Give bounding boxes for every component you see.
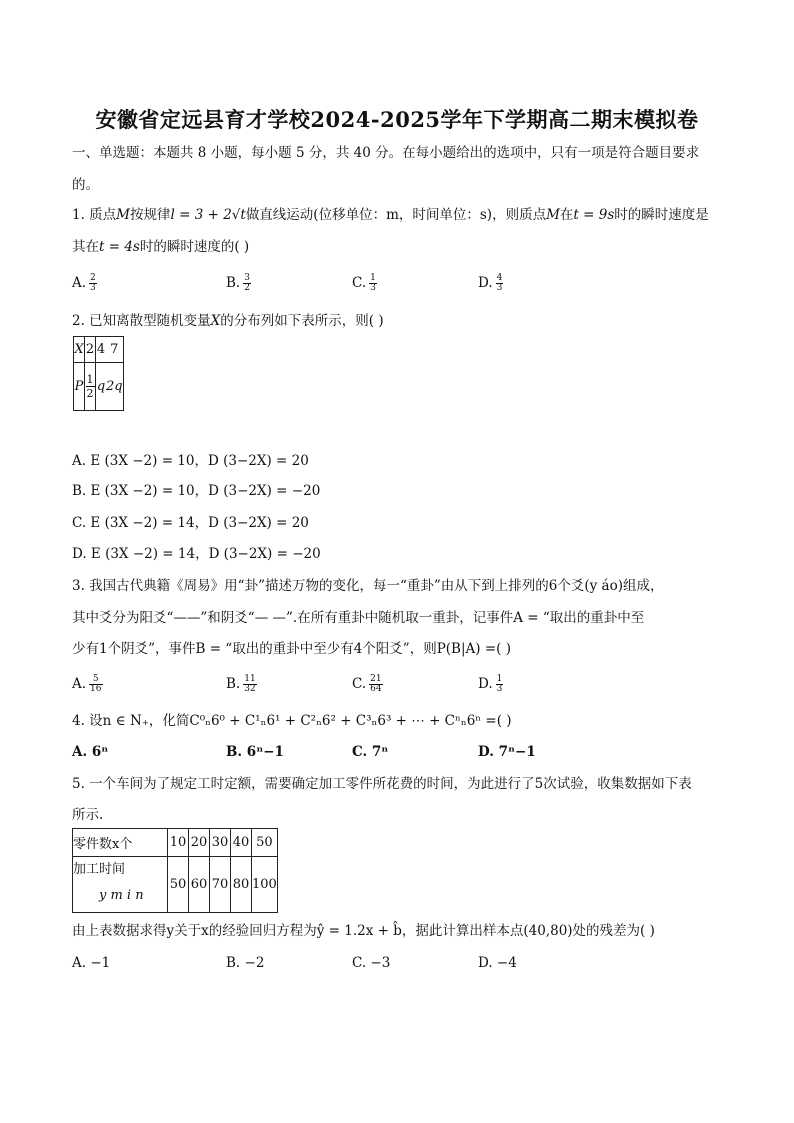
option-label: D. bbox=[478, 275, 493, 291]
q2-line1 bbox=[72, 312, 384, 330]
fraction: $\frac{11}{32}$ bbox=[244, 674, 256, 694]
q2-text: 的分布列如下表所示，则( ) bbox=[220, 313, 384, 329]
table-cell bbox=[73, 857, 168, 913]
q4-option-d[interactable]: D. 7ⁿ−1 bbox=[478, 744, 536, 760]
q5-line1: 5. 一个车间为了规定工时定额，需要确定加工零件所花费的时间，为此进行了5次试验，收集数据如下表 bbox=[72, 776, 692, 792]
option-label: A. bbox=[72, 275, 87, 291]
q1-text: 时的瞬时速度是 bbox=[614, 207, 709, 223]
q3-line3: 少有1个阴爻”，事件B = “取出的重卦中至少有4个阳爻”，则P(B|A) =( ) bbox=[72, 641, 511, 657]
table-cell: 零件数x个 bbox=[73, 829, 168, 857]
q1-option-d[interactable] bbox=[478, 274, 503, 293]
table-cell: 4 bbox=[96, 337, 107, 363]
table-cell: 80 bbox=[231, 857, 252, 913]
fraction: $\frac{1}{2}$ bbox=[86, 373, 94, 400]
q1-text: 其在 bbox=[72, 239, 99, 255]
q1-option-c[interactable] bbox=[352, 274, 377, 293]
table-cell: 10 bbox=[168, 829, 189, 857]
table-cell: X bbox=[74, 337, 85, 363]
q5-line2: 所示. bbox=[72, 807, 104, 823]
table-cell: 70 bbox=[210, 857, 231, 913]
row-label-unit: y m i n bbox=[99, 888, 144, 903]
q5-option-d[interactable]: D. −4 bbox=[478, 955, 517, 971]
table-cell: 2q bbox=[106, 363, 123, 411]
q1-option-b[interactable] bbox=[226, 274, 251, 293]
q3-option-b[interactable] bbox=[226, 675, 257, 694]
fraction: $\frac{1}{3}$ bbox=[370, 273, 376, 293]
q1-text: 时的瞬时速度的( ) bbox=[139, 239, 250, 255]
option-label: B. bbox=[226, 275, 241, 291]
fraction: $\frac{1}{3}$ bbox=[496, 674, 503, 694]
section-heading: 一、单选题：本题共 8 小题，每小题 5 分，共 40 分。在每小题给出的选项中，只有一项是符合题目要求 bbox=[72, 145, 700, 161]
q1-var: M bbox=[546, 207, 560, 223]
q1-time: t = 4s bbox=[99, 239, 140, 255]
table-cell: 2 bbox=[85, 337, 96, 363]
option-label: D. bbox=[478, 676, 493, 692]
q3-line2: 其中爻分为阳爻“——”和阴爻“— —”.在所有重卦中随机取一重卦，记事件A = “取出的重卦中至 bbox=[72, 610, 645, 626]
q5-data-table bbox=[72, 828, 278, 913]
section-heading-cont: 的。 bbox=[72, 177, 99, 193]
fraction: $\frac{2}{3}$ bbox=[90, 273, 96, 293]
q5-option-b[interactable]: B. −2 bbox=[226, 955, 265, 971]
page-title: 安徽省定远县育才学校2024-2025学年下学期高二期末模拟卷 bbox=[95, 107, 699, 132]
q5-option-a[interactable]: A. −1 bbox=[72, 955, 111, 971]
q4-line1: 4. 设n ∈ N₊，化简C⁰ₙ6⁰ + C¹ₙ6¹ + C²ₙ6² + C³ₙ6³ + ⋯ + Cⁿₙ6ⁿ =( ) bbox=[72, 713, 512, 729]
q4-option-a[interactable]: A. 6ⁿ bbox=[72, 744, 109, 760]
table-cell: 30 bbox=[210, 829, 231, 857]
q1-formula: l = 3 + 2√t bbox=[170, 207, 246, 223]
fraction: $\frac{3}{2}$ bbox=[244, 273, 250, 293]
q1-text: 在 bbox=[559, 207, 574, 223]
q3-option-c[interactable] bbox=[352, 675, 383, 694]
fraction: $\frac{4}{3}$ bbox=[496, 273, 503, 293]
q2-option-a[interactable]: A. E (3X −2) = 10，D (3−2X) = 20 bbox=[72, 453, 309, 469]
q5-line3: 由上表数据求得y关于x的经验回归方程为ŷ = 1.2x + b̂，据此计算出样本点(40,80)处的残差为( ) bbox=[72, 923, 655, 939]
option-label: C. bbox=[352, 275, 367, 291]
q1-line1 bbox=[72, 206, 709, 224]
table-cell: 60 bbox=[189, 857, 210, 913]
q4-option-b[interactable]: B. 6ⁿ−1 bbox=[226, 744, 284, 760]
q3-option-d[interactable] bbox=[478, 675, 503, 694]
q5-option-c[interactable]: C. −3 bbox=[352, 955, 391, 971]
table-cell: 7 bbox=[106, 337, 123, 363]
q2-distribution-table bbox=[73, 336, 124, 411]
q1-var: M bbox=[116, 207, 130, 223]
table-cell: 100 bbox=[252, 857, 278, 913]
table-cell: 50 bbox=[168, 857, 189, 913]
option-label: B. bbox=[226, 676, 241, 692]
table-cell: 40 bbox=[231, 829, 252, 857]
q1-text: 做直线运动(位移单位：m，时间单位：s)，则质点 bbox=[245, 207, 547, 223]
table-cell: 50 bbox=[252, 829, 278, 857]
q1-line2 bbox=[72, 238, 249, 256]
q2-option-d[interactable]: D. E (3X −2) = 14，D (3−2X) = −20 bbox=[72, 546, 321, 562]
table-cell: q bbox=[96, 363, 107, 411]
q2-var: X bbox=[210, 313, 221, 329]
q1-time: t = 9s bbox=[573, 207, 615, 223]
q2-option-b[interactable]: B. E (3X −2) = 10，D (3−2X) = −20 bbox=[72, 483, 321, 499]
q2-option-c[interactable]: C. E (3X −2) = 14，D (3−2X) = 20 bbox=[72, 515, 309, 531]
option-label: A. bbox=[72, 676, 87, 692]
table-cell: P bbox=[74, 363, 85, 411]
fraction: $\frac{5}{16}$ bbox=[90, 674, 102, 694]
q1-option-a[interactable] bbox=[72, 274, 97, 293]
option-label: C. bbox=[352, 676, 367, 692]
q3-option-a[interactable] bbox=[72, 675, 103, 694]
row-label: 加工时间 bbox=[73, 862, 126, 877]
fraction: $\frac{21}{64}$ bbox=[370, 674, 382, 694]
table-cell bbox=[85, 363, 96, 411]
table-cell: 20 bbox=[189, 829, 210, 857]
q3-line1: 3. 我国古代典籍《周易》用“卦”描述万物的变化，每一“重卦”由从下到上排列的6个爻(y áo)组成， bbox=[72, 578, 664, 594]
q2-text: 2. 已知离散型随机变量 bbox=[72, 313, 211, 329]
q1-text: 按规律 bbox=[130, 207, 171, 223]
q4-option-c[interactable]: C. 7ⁿ bbox=[352, 744, 389, 760]
q1-text: 1. 质点 bbox=[72, 207, 117, 223]
